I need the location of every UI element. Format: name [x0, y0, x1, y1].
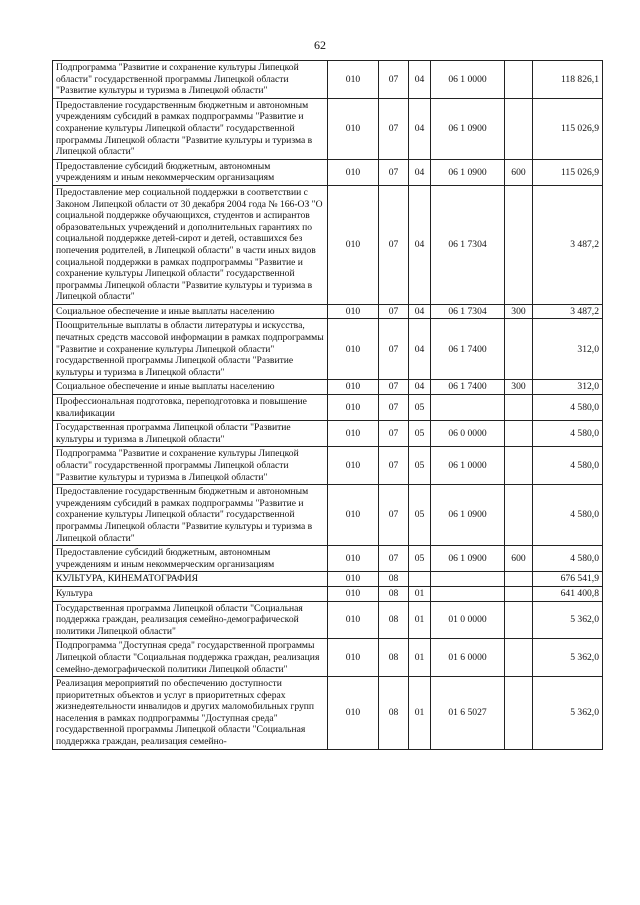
section-code-cell: 07 — [379, 304, 409, 319]
row-name-cell: Государственная программа Липецкой области "Развитие культуры и туризма в Липецкой области" — [53, 421, 328, 447]
target-article-cell: 06 1 7304 — [431, 304, 505, 319]
expense-type-cell: 600 — [505, 546, 533, 572]
expense-type-cell — [505, 61, 533, 99]
subsection-code-cell: 01 — [409, 677, 431, 750]
table-row — [53, 485, 603, 546]
admin-code-cell: 010 — [328, 380, 379, 395]
row-name-cell: Подпрограмма "Развитие и сохранение культуры Липецкой области" государственной программы Липецкой области "Развитие культуры и туризма в Липецкой области" — [53, 61, 328, 99]
admin-code-cell: 010 — [328, 572, 379, 587]
section-code-cell: 08 — [379, 572, 409, 587]
expense-type-cell — [505, 447, 533, 485]
admin-code-cell: 010 — [328, 639, 379, 677]
admin-code-cell: 010 — [328, 185, 379, 304]
expense-type-cell — [505, 639, 533, 677]
target-article-cell — [431, 572, 505, 587]
budget-table — [52, 60, 603, 750]
table-row — [53, 586, 603, 601]
amount-cell: 115 026,9 — [533, 98, 603, 159]
table-row — [53, 601, 603, 639]
row-name-cell: Предоставление субсидий бюджетным, автономным учреждениям и иным некоммерческим организациям — [53, 546, 328, 572]
expense-type-cell — [505, 572, 533, 587]
subsection-code-cell: 05 — [409, 447, 431, 485]
admin-code-cell: 010 — [328, 319, 379, 380]
table-row — [53, 61, 603, 99]
target-article-cell: 01 6 0000 — [431, 639, 505, 677]
table-row — [53, 304, 603, 319]
table-row — [53, 98, 603, 159]
subsection-code-cell — [409, 572, 431, 587]
target-article-cell: 06 1 0000 — [431, 447, 505, 485]
section-code-cell: 07 — [379, 395, 409, 421]
target-article-cell — [431, 586, 505, 601]
expense-type-cell — [505, 395, 533, 421]
section-code-cell: 07 — [379, 421, 409, 447]
section-code-cell: 08 — [379, 677, 409, 750]
expense-type-cell — [505, 185, 533, 304]
section-code-cell: 07 — [379, 546, 409, 572]
row-name-cell: Предоставление субсидий бюджетным, автономным учреждениям и иным некоммерческим организациям — [53, 159, 328, 185]
target-article-cell: 06 1 7400 — [431, 319, 505, 380]
row-name-cell: Предоставление государственным бюджетным и автономным учреждениям субсидий в рамках подпрограммы "Развитие и сохранение культуры Липецкой области" государственной программы Липецкой области "Развитие культуры и туризма в Липецкой области" — [53, 485, 328, 546]
expense-type-cell — [505, 98, 533, 159]
expense-type-cell — [505, 677, 533, 750]
section-code-cell: 08 — [379, 586, 409, 601]
row-name-cell: Профессиональная подготовка, переподготовка и повышение квалификации — [53, 395, 328, 421]
amount-cell: 5 362,0 — [533, 677, 603, 750]
subsection-code-cell: 05 — [409, 421, 431, 447]
row-name-cell: Социальное обеспечение и иные выплаты населению — [53, 304, 328, 319]
subsection-code-cell: 04 — [409, 319, 431, 380]
admin-code-cell: 010 — [328, 601, 379, 639]
subsection-code-cell: 04 — [409, 185, 431, 304]
subsection-code-cell: 05 — [409, 395, 431, 421]
admin-code-cell: 010 — [328, 61, 379, 99]
table-row — [53, 677, 603, 750]
table-row — [53, 380, 603, 395]
subsection-code-cell: 04 — [409, 61, 431, 99]
table-row — [53, 546, 603, 572]
section-code-cell: 07 — [379, 98, 409, 159]
target-article-cell: 06 1 0900 — [431, 98, 505, 159]
admin-code-cell: 010 — [328, 304, 379, 319]
section-code-cell: 07 — [379, 447, 409, 485]
amount-cell: 4 580,0 — [533, 447, 603, 485]
table-row — [53, 185, 603, 304]
expense-type-cell — [505, 421, 533, 447]
expense-type-cell — [505, 485, 533, 546]
expense-type-cell: 600 — [505, 159, 533, 185]
admin-code-cell: 010 — [328, 395, 379, 421]
target-article-cell: 06 1 0000 — [431, 61, 505, 99]
amount-cell: 312,0 — [533, 319, 603, 380]
table-row — [53, 319, 603, 380]
subsection-code-cell: 05 — [409, 546, 431, 572]
target-article-cell — [431, 395, 505, 421]
subsection-code-cell: 01 — [409, 639, 431, 677]
target-article-cell: 06 0 0000 — [431, 421, 505, 447]
target-article-cell: 06 1 0900 — [431, 546, 505, 572]
section-code-cell: 07 — [379, 61, 409, 99]
amount-cell: 641 400,8 — [533, 586, 603, 601]
amount-cell: 115 026,9 — [533, 159, 603, 185]
section-code-cell: 08 — [379, 639, 409, 677]
section-code-cell: 07 — [379, 319, 409, 380]
expense-type-cell: 300 — [505, 380, 533, 395]
amount-cell: 3 487,2 — [533, 185, 603, 304]
table-row — [53, 395, 603, 421]
row-name-cell: КУЛЬТУРА, КИНЕМАТОГРАФИЯ — [53, 572, 328, 587]
amount-cell: 3 487,2 — [533, 304, 603, 319]
section-code-cell: 07 — [379, 159, 409, 185]
row-name-cell: Государственная программа Липецкой области "Социальная поддержка граждан, реализация семейно-демографической политики Липецкой области" — [53, 601, 328, 639]
section-code-cell: 08 — [379, 601, 409, 639]
row-name-cell: Поощрительные выплаты в области литературы и искусства, печатных средств массовой информации в рамках подпрограммы "Развитие и сохранение культуры Липецкой области" государственной программы Липецкой области "Развитие культуры и туризма в Липецкой области" — [53, 319, 328, 380]
subsection-code-cell: 04 — [409, 304, 431, 319]
budget-table-body — [53, 61, 603, 750]
target-article-cell: 01 6 5027 — [431, 677, 505, 750]
amount-cell: 5 362,0 — [533, 639, 603, 677]
subsection-code-cell: 04 — [409, 380, 431, 395]
amount-cell: 4 580,0 — [533, 485, 603, 546]
row-name-cell: Культура — [53, 586, 328, 601]
admin-code-cell: 010 — [328, 586, 379, 601]
admin-code-cell: 010 — [328, 546, 379, 572]
amount-cell: 312,0 — [533, 380, 603, 395]
amount-cell: 4 580,0 — [533, 395, 603, 421]
subsection-code-cell: 01 — [409, 601, 431, 639]
target-article-cell: 06 1 7304 — [431, 185, 505, 304]
admin-code-cell: 010 — [328, 98, 379, 159]
row-name-cell: Социальное обеспечение и иные выплаты населению — [53, 380, 328, 395]
table-row — [53, 572, 603, 587]
section-code-cell: 07 — [379, 185, 409, 304]
table-row — [53, 639, 603, 677]
subsection-code-cell: 04 — [409, 98, 431, 159]
amount-cell: 118 826,1 — [533, 61, 603, 99]
admin-code-cell: 010 — [328, 447, 379, 485]
amount-cell: 5 362,0 — [533, 601, 603, 639]
admin-code-cell: 010 — [328, 485, 379, 546]
page-number: 62 — [314, 38, 326, 52]
subsection-code-cell: 04 — [409, 159, 431, 185]
expense-type-cell — [505, 319, 533, 380]
table-row — [53, 447, 603, 485]
target-article-cell: 06 1 7400 — [431, 380, 505, 395]
amount-cell: 4 580,0 — [533, 421, 603, 447]
target-article-cell: 06 1 0900 — [431, 485, 505, 546]
section-code-cell: 07 — [379, 380, 409, 395]
expense-type-cell: 300 — [505, 304, 533, 319]
row-name-cell: Реализация мероприятий по обеспечению доступности приоритетных объектов и услуг в приоритетных сферах жизнедеятельности инвалидов и других маломобильных групп населения в рамках подпрограммы "Доступная среда" государственной программы Липецкой области "Социальная поддержка граждан, реализация семейно- — [53, 677, 328, 750]
row-name-cell: Подпрограмма "Развитие и сохранение культуры Липецкой области" государственной программы Липецкой области "Развитие культуры и туризма в Липецкой области" — [53, 447, 328, 485]
admin-code-cell: 010 — [328, 421, 379, 447]
expense-type-cell — [505, 601, 533, 639]
amount-cell: 4 580,0 — [533, 546, 603, 572]
section-code-cell: 07 — [379, 485, 409, 546]
row-name-cell: Предоставление мер социальной поддержки в соответствии с Законом Липецкой области от 30 декабря 2004 года № 166-ОЗ "О социальной поддержке обучающихся, студентов и аспирантов образовательных учреждений и дополнительных гарантиях по социальной поддержке детей-сирот и детей, оставшихся без попечения родителей, в Липецкой области" в части иных видов социальной поддержки в рамках подпрограммы "Развитие и сохранение культуры Липецкой области" государственной программы Липецкой области "Развитие культуры и туризма в Липецкой области" — [53, 185, 328, 304]
row-name-cell: Предоставление государственным бюджетным и автономным учреждениям субсидий в рамках подпрограммы "Развитие и сохранение культуры Липецкой области" государственной программы Липецкой области "Развитие культуры и туризма в Липецкой области" — [53, 98, 328, 159]
amount-cell: 676 541,9 — [533, 572, 603, 587]
table-row — [53, 421, 603, 447]
subsection-code-cell: 01 — [409, 586, 431, 601]
admin-code-cell: 010 — [328, 159, 379, 185]
expense-type-cell — [505, 586, 533, 601]
row-name-cell: Подпрограмма "Доступная среда" государственной программы Липецкой области "Социальная поддержка граждан, реализация семейно-демографической политики Липецкой области" — [53, 639, 328, 677]
subsection-code-cell: 05 — [409, 485, 431, 546]
admin-code-cell: 010 — [328, 677, 379, 750]
table-row — [53, 159, 603, 185]
target-article-cell: 06 1 0900 — [431, 159, 505, 185]
target-article-cell: 01 0 0000 — [431, 601, 505, 639]
